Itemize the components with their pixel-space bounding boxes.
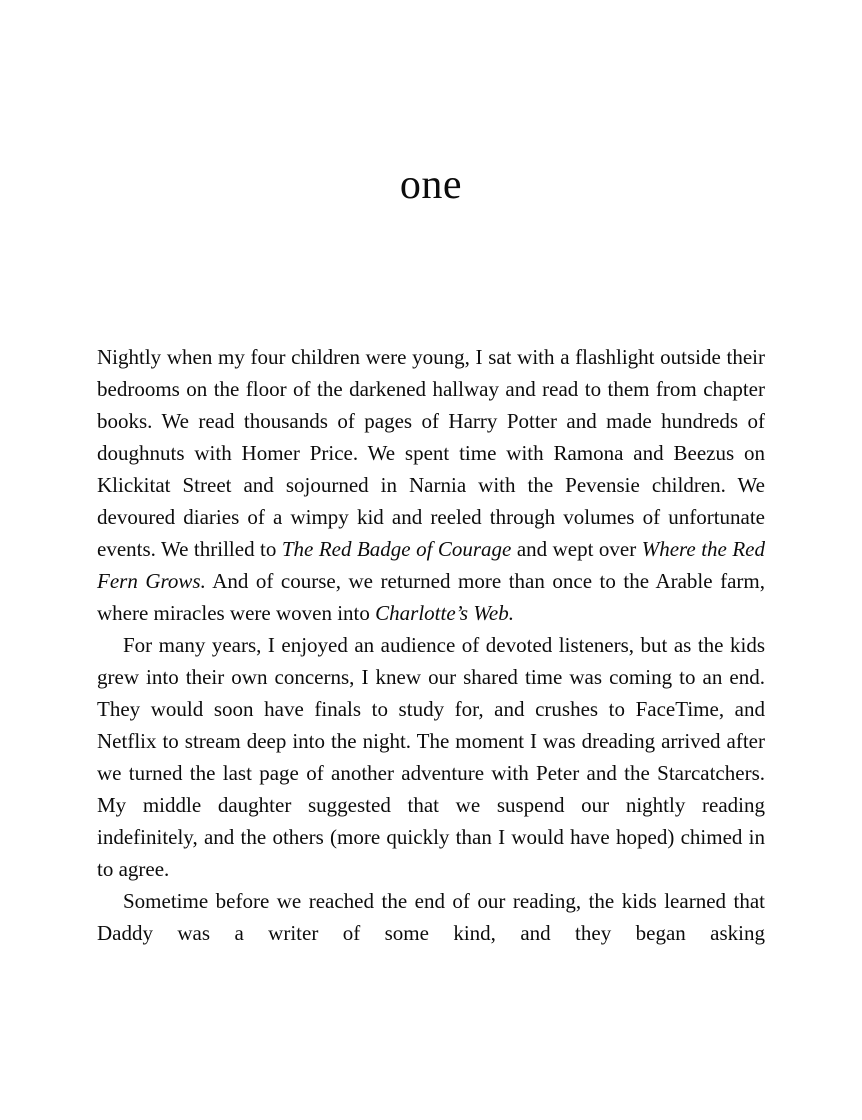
text-run: Nightly when my four children were young, I sat with a flashlight outside their bedrooms on the floor of the darkened hallway and read to them from chapter books. We read thousands of pages of Harry Potter and made hundreds of doughnuts with Homer Price. We spent time with Ramona and Beezus on Klickitat Street and sojourned in Narnia with the Pevensie children. We devoured diaries of a wimpy kid and reeled through volumes of unfortunate events. We thrilled to	[97, 345, 765, 561]
text-run: and wept over	[511, 537, 642, 561]
paragraph-1	[97, 341, 765, 629]
text-run: For many years, I enjoyed an audience of devoted listeners, but as the kids grew into their own concerns, I knew our shared time was coming to an end. They would soon have finals to study for, and crushes to FaceTime, and Netflix to stream deep into the night. The moment I was dreading arrived after we turned the last page of another adventure with Peter and the Starcatchers. My middle daughter suggested that we suspend our nightly reading indefinitely, and the others (more quickly than I would have hoped) chimed in to agree.	[97, 633, 765, 881]
body-text	[97, 341, 765, 949]
text-run: Sometime before we reached the end of our reading, the kids learned that Daddy was a writer of some kind, and they began asking	[97, 889, 765, 945]
paragraph-2	[97, 629, 765, 885]
book-title-charlottes-web: Charlotte’s Web.	[375, 601, 514, 625]
text-run: And of course, we returned more than once to the Arable farm, where miracles were woven into	[97, 569, 765, 625]
book-title-where-the-red-fern-grows: Where the Red Fern Grows.	[97, 537, 765, 593]
paragraph-3	[97, 885, 765, 949]
book-title-red-badge-of-courage: The Red Badge of Courage	[281, 537, 512, 561]
chapter-title: one	[399, 162, 463, 208]
